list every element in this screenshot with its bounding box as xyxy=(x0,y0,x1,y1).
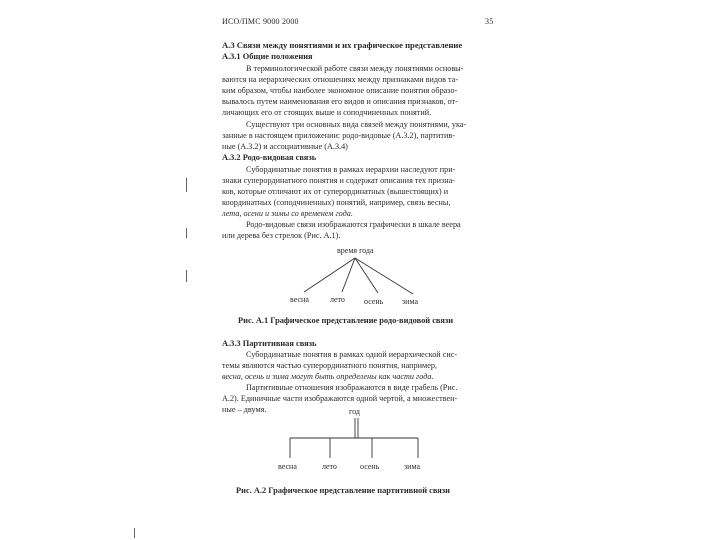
scan-margin-mark xyxy=(186,228,187,238)
paragraph-line: ные – двумя. xyxy=(222,405,267,414)
scan-margin-mark xyxy=(134,528,135,538)
paragraph-line: весна, осень и зима могут быть определены как части года. xyxy=(222,372,434,381)
subsection-heading-a32: А.3.2 Родо-видовая связь xyxy=(222,153,317,162)
paragraph-line: личающих его от стоящих выше и соподчиненных понятий. xyxy=(222,108,432,117)
paragraph-line: координатных (соподчиненных) понятий, например, связь весны, xyxy=(222,198,451,207)
section-heading-a3: А.3 Связи между понятиями и их графическое представление xyxy=(222,40,463,50)
diagram-a2-child: осень xyxy=(360,462,380,471)
fan-branch-line xyxy=(342,258,355,292)
paragraph-line: или дерева без стрелок (Рис. А.1). xyxy=(222,231,341,240)
paragraph-line: Партитивные отношения изображаются в виде грабель (Рис. xyxy=(246,383,458,392)
paragraph-line: В терминологической работе связи между понятиями основы- xyxy=(246,64,464,73)
paragraph-line: знаки суперординатного понятия и содержат описания тех призна- xyxy=(222,176,455,185)
fan-branch-line xyxy=(304,258,355,292)
paragraph-line: лета, осени и зимы со временем года. xyxy=(222,209,353,218)
paragraph-line: занные в настоящем приложении: родо-видовые (А.3.2), партитив- xyxy=(222,131,455,140)
diagram-a1-child: весна xyxy=(290,295,309,304)
running-header: ИСО/ПМС 9000 2000 xyxy=(222,17,299,26)
subsection-heading-a31: А.3.1 Общие положения xyxy=(222,52,313,61)
diagram-a1-child: лето xyxy=(330,295,345,304)
scan-margin-mark xyxy=(186,270,187,282)
fan-branch-line xyxy=(355,258,378,293)
scan-margin-mark xyxy=(186,178,187,192)
paragraph-line: ким образом, чтобы наиболее экономное описание понятия образо- xyxy=(222,86,458,95)
page-number: 35 xyxy=(485,17,494,26)
paragraph-line: ные (А.3.2) и ассоциативные (А.3.4) xyxy=(222,142,348,151)
diagram-a1-root: время года xyxy=(337,246,374,255)
diagram-a1-child: осень xyxy=(364,297,384,306)
paragraph-line: А.2). Единичные части изображаются одной чертой, а множествен- xyxy=(222,394,458,403)
paragraph-line: Существуют три основных вида связей между понятиями, ука- xyxy=(246,120,467,129)
figure-caption-a1: Рис. А.1 Графическое представление родо-видовой связи xyxy=(238,316,454,325)
paragraph-line: ваются на иерархических отношениях между признаками видов та- xyxy=(222,75,459,84)
paragraph-line: ков, которые отличают их от суперординатных (вышестоящих) и xyxy=(222,187,449,196)
paragraph-line: темы являются частью суперординатного понятия, например, xyxy=(222,361,437,370)
paragraph-line: вывалось путем наименования его видов и описания признаков, от- xyxy=(222,97,458,106)
fan-branch-line xyxy=(355,258,413,294)
paragraph-line: Субординатные понятия в рамках иерархии наследуют при- xyxy=(246,165,456,174)
subsection-heading-a33: А.3.3 Партитивная связь xyxy=(222,339,317,348)
diagram-a2-root: год xyxy=(349,407,360,416)
diagram-a2-child: зима xyxy=(404,462,420,471)
paragraph-line: Родо-видовые связи изображаются графически в шкале веера xyxy=(246,220,461,229)
diagram-a1-child: зима xyxy=(402,297,418,306)
diagram-a2-child: лето xyxy=(322,462,337,471)
figure-caption-a2: Рис. А.2 Графическое представление партитивной связи xyxy=(236,486,450,495)
diagram-a2-child: весна xyxy=(278,462,297,471)
paragraph-line: Субординатные понятия в рамках одной иерархической сис- xyxy=(246,350,458,359)
